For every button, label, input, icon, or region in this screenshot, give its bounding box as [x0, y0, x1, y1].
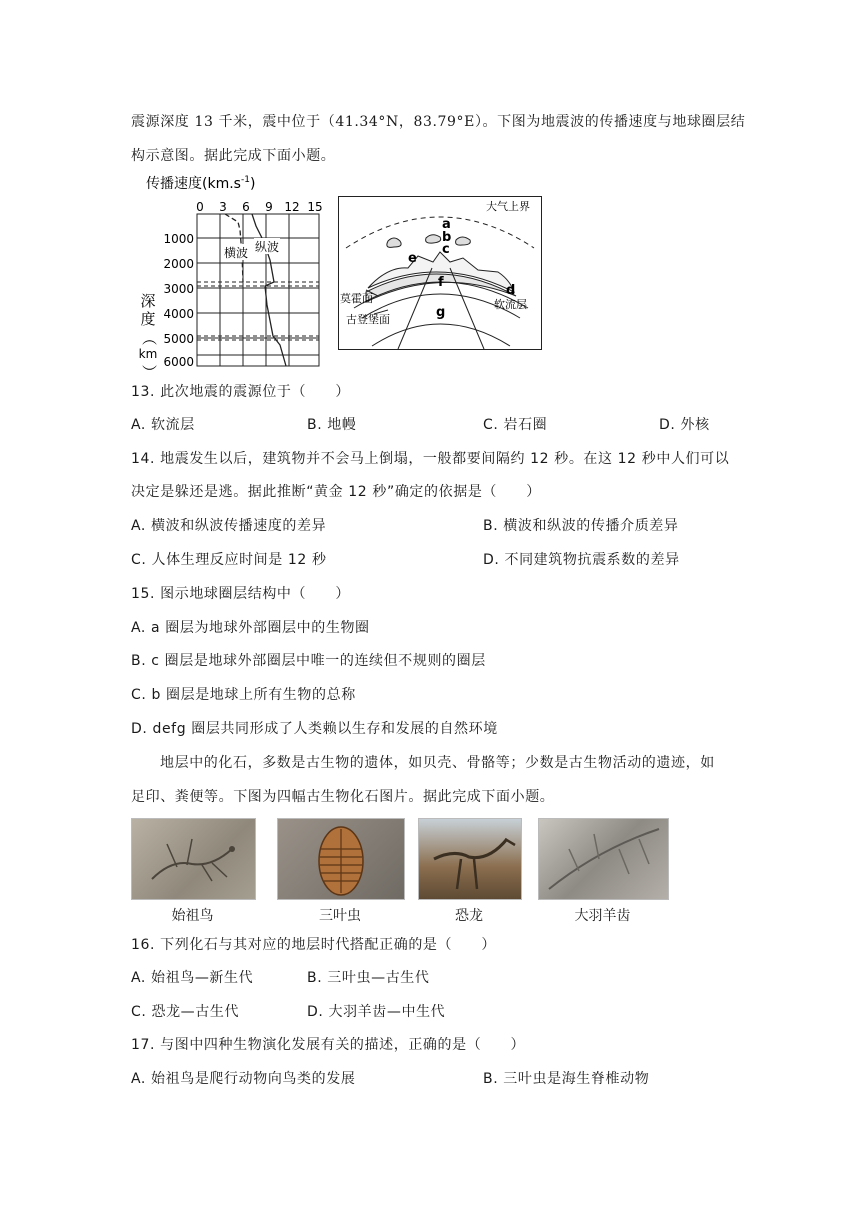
- q17-option-a[interactable]: A. 始祖鸟是爬行动物向鸟类的发展: [131, 1071, 356, 1087]
- q15-stem: 15. 图示地球圈层结构中（ ）: [131, 586, 350, 602]
- letter-a: a: [442, 217, 451, 232]
- q14-option-b[interactable]: B. 横波和纵波的传播介质差异: [483, 518, 679, 534]
- q15-option-c[interactable]: C. b 圈层是地球上所有生物的总称: [131, 687, 356, 703]
- q16-option-b[interactable]: B. 三叶虫—古生代: [307, 970, 430, 986]
- fossil-caption: 三叶虫: [319, 908, 361, 924]
- q16-option-a[interactable]: A. 始祖鸟—新生代: [131, 970, 254, 986]
- boundary-lines: [197, 282, 319, 340]
- fossil-caption: 始祖鸟: [171, 908, 214, 924]
- intro-line-2: 构示意图。据此完成下面小题。: [131, 148, 336, 164]
- q13-option-b[interactable]: B. 地幔: [307, 417, 357, 433]
- q17-option-b[interactable]: B. 三叶虫是海生脊椎动物: [483, 1071, 650, 1087]
- x-tick: 9: [265, 200, 273, 214]
- q14-option-d[interactable]: D. 不同建筑物抗震系数的差异: [483, 552, 680, 568]
- q14-stem-line-2: 决定是躲还是逃。据此推断“黄金 12 秒”确定的依据是（ ）: [131, 484, 541, 500]
- q16-stem: 16. 下列化石与其对应的地层时代搭配正确的是（ ）: [131, 937, 496, 953]
- intro2-line-1: 地层中的化石，多数是古生物的遗体，如贝壳、骨骼等；少数是古生物活动的遗迹，如: [160, 755, 715, 771]
- q14-option-c[interactable]: C. 人体生理反应时间是 12 秒: [131, 552, 327, 568]
- y-tick: 1000: [163, 232, 194, 246]
- q16-option-d[interactable]: D. 大羽羊齿—中生代: [307, 1004, 446, 1020]
- earth-sphere-diagram: [338, 196, 542, 350]
- y-label-char: 度: [140, 310, 156, 328]
- letter-b: b: [442, 230, 452, 245]
- y-label-char: ）: [140, 364, 158, 380]
- longitudinal-wave-curve: [252, 214, 286, 366]
- letter-d: d: [506, 283, 516, 298]
- fossil-caption: 恐龙: [455, 908, 483, 924]
- trilobite-fossil-icon: [278, 819, 404, 899]
- intro-line-1: 震源深度 13 千米，震中位于（41.34°N，83.79°E）。下图为地震波的传播速度与地球圈层结: [131, 114, 746, 130]
- transverse-wave-label: 横波: [224, 246, 249, 260]
- q16-option-c[interactable]: C. 恐龙—古生代: [131, 1004, 240, 1020]
- x-tick: 6: [242, 200, 250, 214]
- q13-option-a[interactable]: A. 软流层: [131, 417, 195, 433]
- y-tick: 5000: [163, 332, 194, 346]
- letter-c: c: [442, 242, 450, 257]
- atmosphere-label: 大气上界: [486, 200, 530, 213]
- moho-label: 莫霍面: [340, 292, 373, 305]
- q14-option-a[interactable]: A. 横波和纵波传播速度的差异: [131, 518, 327, 534]
- q13-option-d[interactable]: D. 外核: [659, 417, 710, 433]
- intro2-line-2: 足印、粪便等。下图为四幅古生物化石图片。据此完成下面小题。: [131, 789, 555, 805]
- dinosaur-photo: [418, 818, 522, 900]
- y-tick: 6000: [163, 355, 194, 369]
- y-tick: 3000: [163, 282, 194, 296]
- y-tick: 2000: [163, 257, 194, 271]
- x-tick: 3: [219, 200, 227, 214]
- fossil-caption: 大羽羊齿: [574, 908, 631, 924]
- chart-title: 传播速度$(km.s^{-1})$: [146, 175, 256, 192]
- x-tick: 12: [284, 200, 300, 214]
- dinosaur-skeleton-icon: [419, 819, 521, 899]
- y-tick: 4000: [163, 307, 194, 321]
- letter-g: g: [436, 305, 446, 320]
- chart-grid: [197, 214, 319, 366]
- q13-option-c[interactable]: C. 岩石圈: [483, 417, 548, 433]
- longitudinal-wave-label: 纵波: [255, 240, 280, 254]
- q15-option-a[interactable]: A. a 圈层为地球外部圈层中的生物圈: [131, 620, 370, 636]
- asthenosphere-label: 软流层: [494, 298, 527, 311]
- seismic-wave-chart: [130, 170, 330, 380]
- q15-option-d[interactable]: D. defg 圈层共同形成了人类赖以生存和发展的自然环境: [131, 721, 498, 737]
- y-label-char: （: [140, 330, 158, 346]
- letter-e: e: [408, 251, 417, 266]
- trilobite-photo: [277, 818, 405, 900]
- archaeopteryx-photo: [131, 818, 256, 900]
- letter-f: f: [438, 275, 444, 290]
- q17-stem: 17. 与图中四种生物演化发展有关的描述，正确的是（ ）: [131, 1037, 526, 1053]
- x-tick: 15: [307, 200, 323, 214]
- gigantopteris-fossil-icon: [539, 819, 668, 899]
- x-tick: 0: [196, 200, 204, 214]
- q13-stem: 13. 此次地震的震源位于（ ）: [131, 384, 350, 400]
- y-label-char: 深: [140, 292, 156, 310]
- archaeopteryx-fossil-icon: [132, 819, 255, 899]
- y-label-char: km: [138, 347, 158, 361]
- q14-stem-line-1: 14. 地震发生以后，建筑物并不会马上倒塌，一般都要间隔约 12 秒。在这 12 秒中人们可以: [131, 451, 730, 467]
- q15-option-b[interactable]: B. c 圈层是地球外部圈层中唯一的连续但不规则的圈层: [131, 653, 486, 669]
- gigantopteris-photo: [538, 818, 669, 900]
- gutenberg-label: 古登堡面: [346, 313, 390, 326]
